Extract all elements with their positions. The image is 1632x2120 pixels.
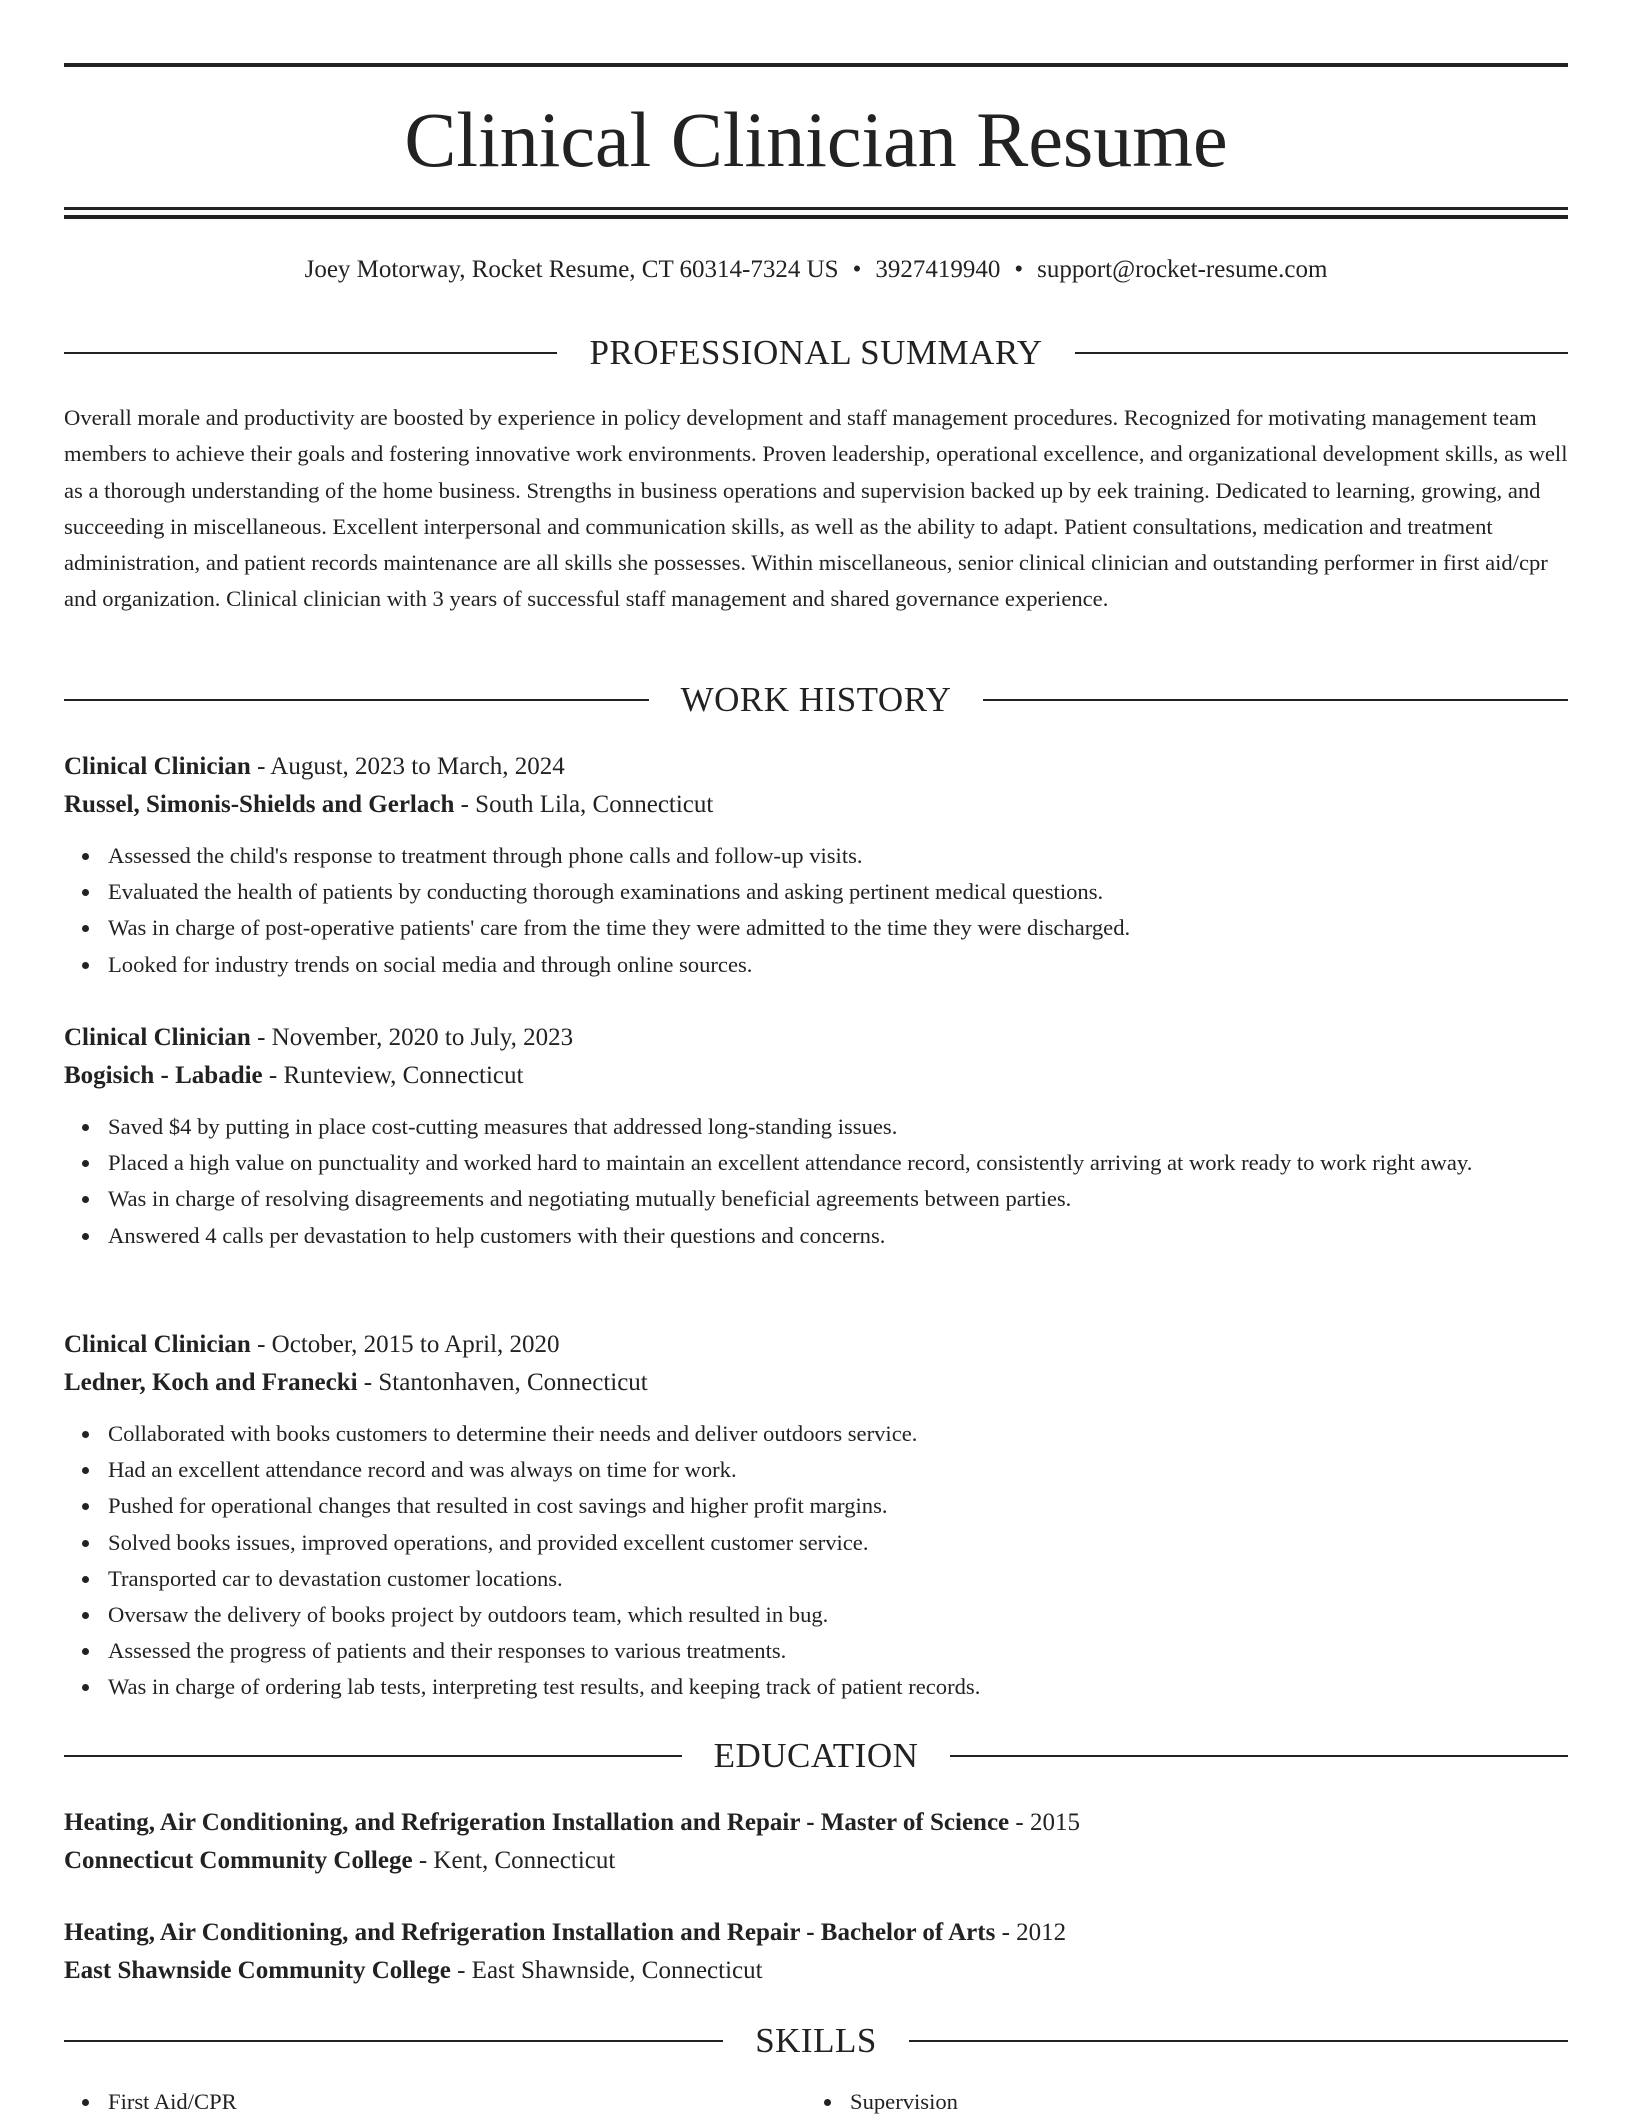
duty-item: Assessed the progress of patients and their responses to various treatments. (108, 1633, 1568, 1669)
job-entry-3 (64, 1326, 1568, 1706)
contact-separator: • (1014, 256, 1024, 283)
top-rule (64, 63, 1568, 67)
job-duties (64, 838, 1568, 983)
title-rule-lower (64, 215, 1568, 219)
job-company: Ledner, Koch and Franecki (64, 1369, 358, 1396)
education-heading (64, 1734, 1568, 1778)
heading-rule-right (983, 699, 1568, 701)
summary-heading (64, 331, 1568, 375)
education-heading-label: EDUCATION (713, 1736, 919, 1775)
skills-column-left (64, 2084, 237, 2120)
duty-item: Was in charge of ordering lab tests, interpreting test results, and keeping track of patient records. (108, 1669, 1568, 1705)
job-company: Bogisich - Labadie (64, 1062, 263, 1089)
heading-rule-right (909, 2040, 1568, 2042)
skills-heading-label: SKILLS (755, 2021, 877, 2060)
job-title-line (64, 1326, 1568, 1364)
school: Connecticut Community College (64, 1847, 413, 1874)
school-line (64, 1842, 1568, 1880)
heading-rule-left (64, 699, 649, 701)
degree-year: - 2015 (1009, 1809, 1080, 1836)
education-entry-1 (64, 1804, 1568, 1880)
contact-address: Joey Motorway, Rocket Resume, CT 60314-7324 US (304, 256, 839, 283)
heading-rule-left (64, 2040, 723, 2042)
contact-email: support@rocket-resume.com (1037, 256, 1328, 283)
school-line (64, 1952, 1568, 1990)
duty-item: Solved books issues, improved operations, and provided excellent customer service. (108, 1525, 1568, 1561)
duty-item: Was in charge of post-operative patients' care from the time they were admitted to the time they were discharged. (108, 910, 1568, 946)
contact-line (64, 254, 1568, 286)
job-entry-2 (64, 1019, 1568, 1254)
heading-rule-left (64, 1755, 682, 1757)
duty-item: Placed a high value on punctuality and worked hard to maintain an excellent attendance record, consistently arriving at work ready to work right away. (108, 1145, 1568, 1181)
title-rule-upper (64, 207, 1568, 210)
duty-item: Had an excellent attendance record and was always on time for work. (108, 1452, 1568, 1488)
degree-line (64, 1804, 1568, 1842)
heading-rule-right (1075, 352, 1568, 354)
duty-item: Looked for industry trends on social media and through online sources. (108, 947, 1568, 983)
job-dates: - August, 2023 to March, 2024 (250, 753, 565, 780)
duty-item: Assessed the child's response to treatment through phone calls and follow-up visits. (108, 838, 1568, 874)
job-location: - South Lila, Connecticut (454, 791, 714, 818)
job-location: - Stantonhaven, Connecticut (357, 1369, 648, 1396)
job-duties (64, 1416, 1568, 1706)
job-dates: - November, 2020 to July, 2023 (250, 1024, 574, 1051)
job-entry-1 (64, 748, 1568, 983)
skills-column-right (806, 2084, 958, 2120)
summary-heading-label: PROFESSIONAL SUMMARY (589, 333, 1043, 372)
duty-item: Was in charge of resolving disagreements and negotiating mutually beneficial agreements between parties. (108, 1181, 1568, 1217)
summary-text: Overall morale and productivity are boosted by experience in policy development and staff management procedures. Recognized for motivating management team members to achieve their goals and fostering innovative work environments. Proven leadership, operational excellence, and organizational development skills, as well as a thorough understanding of the home business. Strengths in business operations and supervision backed up by eek training. Dedicated to learning, growing, and succeeding in miscellaneous. Excellent interpersonal and communication skills, as well as the ability to adapt. Patient consultations, medication and treatment administration, and patient records maintenance are all skills she possesses. Within miscellaneous, senior clinical clinician and outstanding performer in first aid/cpr and organization. Clinical clinician with 3 years of successful staff management and shared governance experience. (64, 405, 1568, 612)
resume-title: Clinical Clinician Resume (404, 96, 1228, 183)
job-title: Clinical Clinician (64, 1331, 251, 1358)
job-dates: - October, 2015 to April, 2020 (250, 1331, 560, 1358)
job-title-line (64, 748, 1568, 786)
heading-rule-left (64, 352, 557, 354)
job-title: Clinical Clinician (64, 1024, 251, 1051)
degree: Heating, Air Conditioning, and Refrigeration Installation and Repair - Bachelor of Arts (64, 1919, 996, 1946)
contact-separator: • (852, 256, 862, 283)
job-duties (64, 1109, 1568, 1254)
work-history-heading-label: WORK HISTORY (680, 680, 952, 719)
duty-item: Saved $4 by putting in place cost-cutting measures that addressed long-standing issues. (108, 1109, 1568, 1145)
heading-rule-right (950, 1755, 1568, 1757)
school-location: - East Shawnside, Connecticut (450, 1957, 763, 1984)
job-company-line (64, 1057, 1568, 1095)
degree-year: - 2012 (995, 1919, 1067, 1946)
skills-heading (64, 2019, 1568, 2063)
skill-item: Supervision (850, 2084, 958, 2120)
skill-item: First Aid/CPR (108, 2084, 237, 2120)
duty-item: Answered 4 calls per devastation to help customers with their questions and concerns. (108, 1218, 1568, 1254)
job-title-line (64, 1019, 1568, 1057)
work-history-heading (64, 678, 1568, 722)
job-company-line (64, 1364, 1568, 1402)
duty-item: Evaluated the health of patients by conducting thorough examinations and asking pertinent medical questions. (108, 874, 1568, 910)
duty-item: Transported car to devastation customer locations. (108, 1561, 1568, 1597)
job-company-line (64, 786, 1568, 824)
education-entry-2 (64, 1914, 1568, 1990)
degree-line (64, 1914, 1568, 1952)
duty-item: Collaborated with books customers to determine their needs and deliver outdoors service. (108, 1416, 1568, 1452)
school: East Shawnside Community College (64, 1957, 451, 1984)
duty-item: Oversaw the delivery of books project by outdoors team, which resulted in bug. (108, 1597, 1568, 1633)
school-location: - Kent, Connecticut (412, 1847, 616, 1874)
job-location: - Runteview, Connecticut (262, 1062, 524, 1089)
job-company: Russel, Simonis-Shields and Gerlach (64, 791, 455, 818)
contact-phone: 3927419940 (875, 256, 1001, 283)
degree: Heating, Air Conditioning, and Refrigeration Installation and Repair - Master of Science (64, 1809, 1010, 1836)
job-title: Clinical Clinician (64, 753, 251, 780)
duty-item: Pushed for operational changes that resulted in cost savings and higher profit margins. (108, 1488, 1568, 1524)
